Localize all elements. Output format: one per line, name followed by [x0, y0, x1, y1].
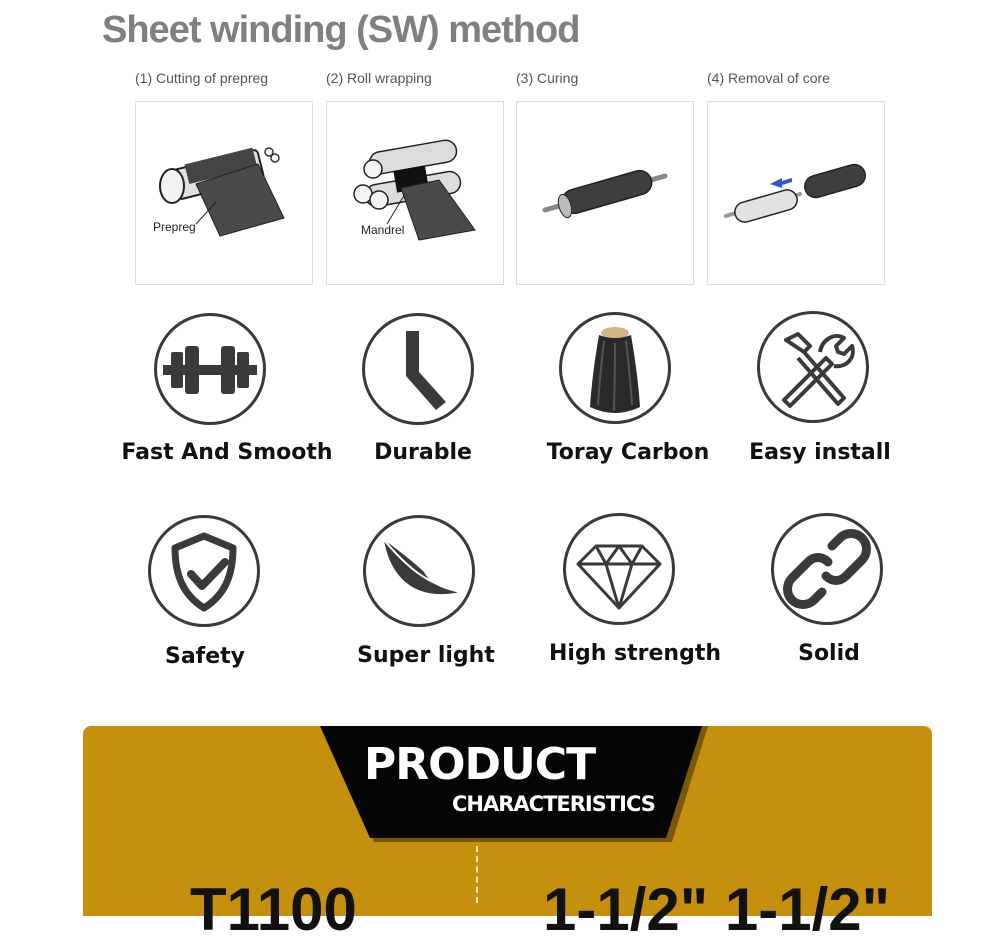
- solid-circle: [771, 513, 883, 625]
- banner-divider: [476, 846, 478, 903]
- prepreg-annotation: Prepreg: [153, 220, 196, 234]
- durable-label: Durable: [374, 440, 472, 465]
- page-title: Sheet winding (SW) method: [102, 9, 580, 51]
- step-2-illustration: [326, 101, 504, 285]
- toray-carbon-label: Toray Carbon: [546, 440, 710, 465]
- mandrel-annotation: Mandrel: [361, 223, 405, 237]
- banner-subheading: CHARACTERISTICS: [452, 792, 655, 816]
- fast-and-smooth-circle: [154, 313, 266, 425]
- banner-heading: PRODUCT: [364, 739, 596, 790]
- dumbbell-icon: [157, 316, 263, 422]
- step-3-illustration: [516, 101, 694, 285]
- feather-icon: [366, 518, 472, 624]
- step-1-label: (1) Cutting of prepreg: [135, 70, 269, 86]
- super-light-label: Super light: [357, 643, 495, 668]
- fast-and-smooth-label: Fast And Smooth: [121, 440, 333, 465]
- step-4-label: (4) Removal of core: [707, 70, 830, 86]
- easy-install-label: Easy install: [749, 440, 891, 465]
- high-strength-circle: [563, 513, 675, 625]
- tools-icon: [760, 314, 866, 420]
- shield-check-icon: [151, 518, 257, 624]
- durable-circle: [362, 313, 474, 425]
- step-3-label: (3) Curing: [516, 70, 579, 86]
- carbon-spool-icon: [562, 315, 668, 421]
- step-2-label: (2) Roll wrapping: [326, 70, 432, 86]
- step-1-illustration: [135, 101, 313, 285]
- diamond-icon: [566, 516, 672, 622]
- chain-link-icon: [774, 516, 880, 622]
- high-strength-label: High strength: [549, 641, 721, 666]
- bent-bar-icon: [365, 316, 471, 422]
- solid-label: Solid: [798, 641, 860, 666]
- right-value: 1-1/2" 1-1/2": [543, 876, 891, 943]
- left-value: T1100: [190, 876, 357, 943]
- safety-circle: [148, 515, 260, 627]
- toray-carbon-circle: [559, 312, 671, 424]
- step-4-illustration: [707, 101, 885, 285]
- super-light-circle: [363, 515, 475, 627]
- easy-install-circle: [757, 311, 869, 423]
- safety-label: Safety: [164, 644, 246, 669]
